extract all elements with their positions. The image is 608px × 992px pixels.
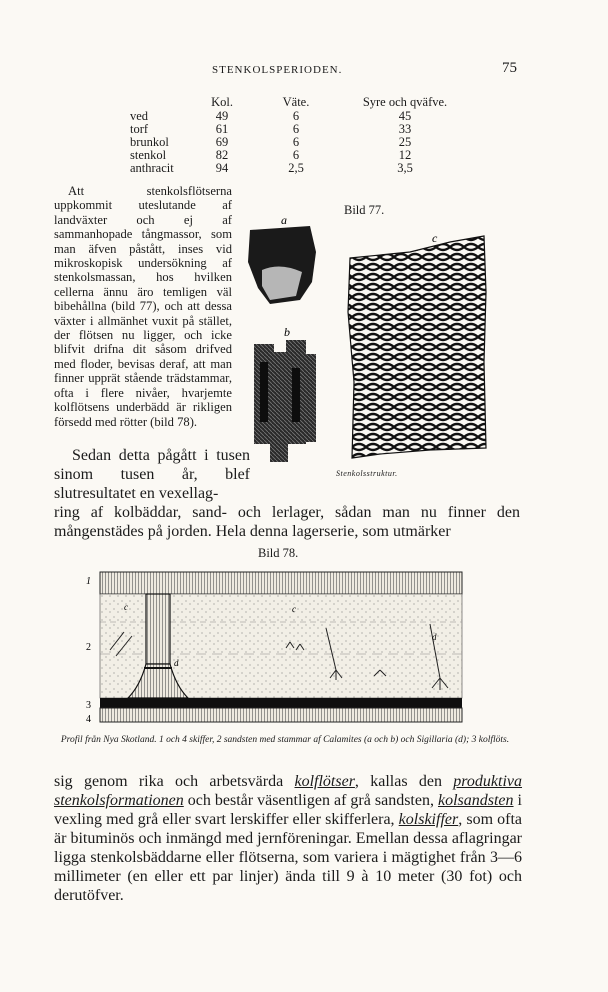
- table-cell: 6: [292, 148, 300, 162]
- shale-layer-bottom: [100, 708, 462, 722]
- table-cell: stenkol: [130, 148, 167, 162]
- paragraph-narrow: [54, 446, 250, 503]
- composition-table: [130, 96, 460, 175]
- paragraph-text: Sedan detta pågått i tusen sinom tusen år, blef slutresultatet en vexellag-: [54, 447, 250, 502]
- emphasis-produktiva: produktiva stenkolsformationen: [54, 773, 523, 809]
- text-run: i vexling med grå eller svart lerskiffer eller skifferlera,: [54, 792, 522, 828]
- table-header-cell: Kol.: [211, 95, 233, 109]
- table-cell: 61: [215, 122, 229, 136]
- coal-seam-layer: [100, 698, 462, 708]
- figure-77-caption: Stenkolsstruktur.: [336, 469, 398, 478]
- table-cell: 6: [292, 122, 300, 136]
- figure-78-label: Bild 78.: [258, 546, 299, 560]
- figure-77-letter-a: a: [281, 213, 287, 227]
- table-header-cell: Väte.: [282, 95, 310, 109]
- figure-77-label: Bild 77.: [344, 203, 385, 217]
- table-cell: 45: [398, 109, 412, 123]
- emphasis-kolflotser: kolflötser: [294, 773, 355, 790]
- figure-78-illustration: [80, 566, 470, 730]
- table-cell: 69: [215, 135, 229, 149]
- figure-78-caption: Profil från Nya Skotland. 1 och 4 skiffer, 2 sandsten med stammar af Calamites (a och b) och Sigillaria (d); 3 kolflöts.: [60, 735, 510, 745]
- table-header-cell: [130, 96, 202, 109]
- text-run: , kallas den: [354, 773, 454, 790]
- figure-78-letter-c: c: [124, 602, 128, 612]
- emphasis-kolskiffer: kolskiffer: [398, 811, 459, 828]
- table-cell: 94: [215, 161, 229, 175]
- text-run: och består väsentligen af grå sandsten,: [183, 792, 438, 809]
- layer-number: 3: [86, 700, 91, 711]
- layer-number: 2: [86, 642, 91, 653]
- table-cell: anthracit: [130, 161, 174, 175]
- table-cell: 82: [215, 148, 229, 162]
- running-title: STENKOLSPERIODEN.: [212, 64, 343, 76]
- table-cell: brunkol: [130, 135, 169, 149]
- figure-77-illustration: [240, 212, 540, 474]
- figure-78-letter-d: d: [432, 632, 437, 642]
- emphasis-kolsandsten: kolsandsten: [437, 792, 514, 809]
- page-number: 75: [502, 60, 517, 76]
- text-run: , som ofta är bituminös och inmängd med jernföreningar. Emellan dessa aflagringar ligga stenkolsbäddarne eller flötserna, som variera i mägtighet från 3—6 millimeter (en eller ett par linjer) ända till 9 à 10 meter (30 fot) och derutöfver.: [54, 811, 523, 904]
- paragraph-wide: ring af kolbäddar, sand- och lerlager, sådan man nu finner den mångenstädes på jorden. Hela denna lagerserie, som utmärker: [54, 504, 520, 540]
- table-cell: 6: [292, 109, 300, 123]
- cell-structure-c: [348, 236, 486, 458]
- table-cell: 6: [292, 135, 300, 149]
- layer-number: 1: [86, 576, 91, 587]
- table-row: [130, 162, 460, 175]
- figure-78-letter-d: d: [174, 658, 179, 668]
- table-cell: 33: [398, 122, 412, 136]
- table-cell: torf: [130, 122, 149, 136]
- paragraph-text: Att stenkolsflötserna uppkommit uteslutande af landväxter och ej af sammanhopade tångmassor, som man äfven påstått, inses vid mikroskopisk undersökning af stenkolsmassan, hos hvilken cellerna ännu äro temligen väl bibehållna (bild 77), och att dessa växter i allmänhet vuxit på stället, der flötsen nu ligger, och icke blifvit drifna dit såsom drifved med floder, bevisas deraf, att man finner upprät stående trädstammar, ofta i flere nivåer, hvarjemte kolflötsens underbädd är rikligen försedd med rötter (bild 78).: [54, 184, 232, 429]
- table-cell: 2,5: [288, 161, 304, 175]
- table-header-cell: Syre och qväfve.: [362, 95, 448, 109]
- table-cell: 12: [398, 148, 412, 162]
- paragraph-cell-structure: [54, 184, 232, 429]
- layer-number: 4: [86, 714, 91, 725]
- figure-78-letter-c: c: [292, 604, 296, 614]
- paragraph-formation: [54, 772, 522, 905]
- table-cell: 25: [398, 135, 412, 149]
- figure-77-letter-b: b: [284, 325, 290, 339]
- table-cell: ved: [130, 109, 149, 123]
- coal-fragment-b: [254, 340, 316, 462]
- text-run: sig genom rika och arbetsvärda: [54, 773, 295, 790]
- table-header-row: [130, 96, 460, 109]
- shale-layer-top: [100, 572, 462, 594]
- figure-77-letter-c: c: [432, 231, 438, 245]
- table-cell: 3,5: [397, 161, 413, 175]
- table-cell: 49: [215, 109, 229, 123]
